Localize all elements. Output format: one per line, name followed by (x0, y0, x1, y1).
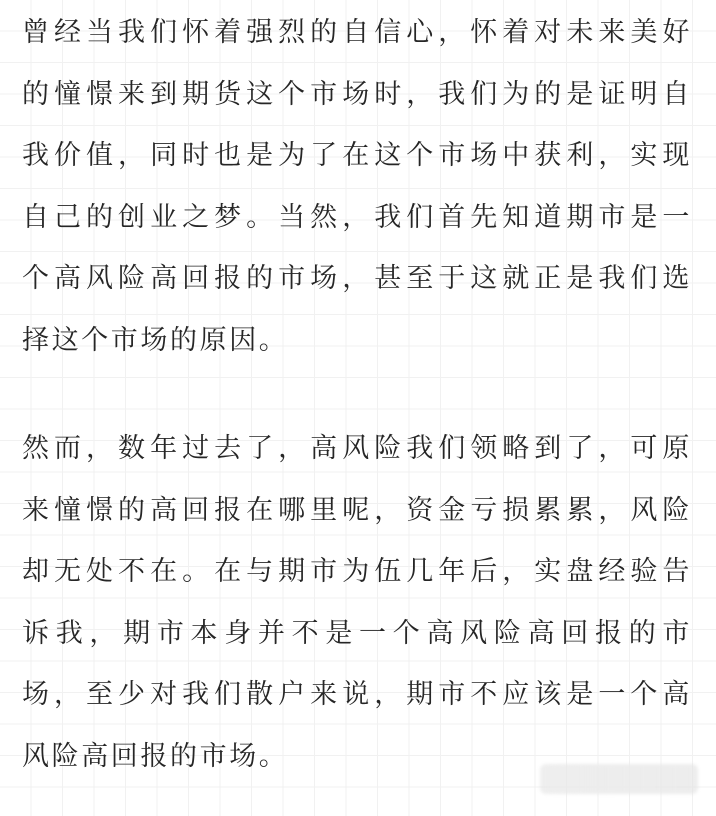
text-line: 却无处不在。在与期市为伍几年后，实盘经验告 (22, 556, 692, 587)
blurred-watermark (540, 764, 698, 794)
text-line: 然而，数年过去了，高风险我们领略到了，可原 (22, 433, 692, 464)
text-line: 场，至少对我们散户来说，期市不应该是一个高 (22, 679, 692, 710)
text-line: 风险高回报的市场。 (22, 740, 289, 772)
text-line: 的憧憬来到期货这个市场时，我们为的是证明自 (22, 78, 692, 110)
text-line: 自己的创业之梦。当然，我们首先知道期市是一 (22, 201, 692, 233)
text-line: 诉我，期市本身并不是一个高风险高回报的市 (22, 617, 692, 649)
text-line: 我价值，同时也是为了在这个市场中获利，实现 (22, 140, 692, 171)
paragraph-1 (22, 2, 692, 371)
text-line: 择这个市场的原因。 (22, 324, 289, 356)
text-line: 来憧憬的高回报在哪里呢，资金亏损累累，风险 (22, 494, 692, 526)
text-line: 曾经当我们怀着强烈的自信心，怀着对未来美好 (22, 17, 692, 48)
paragraph-2 (22, 418, 692, 787)
text-line: 个高风险高回报的市场，甚至于这就正是我们选 (22, 263, 692, 294)
